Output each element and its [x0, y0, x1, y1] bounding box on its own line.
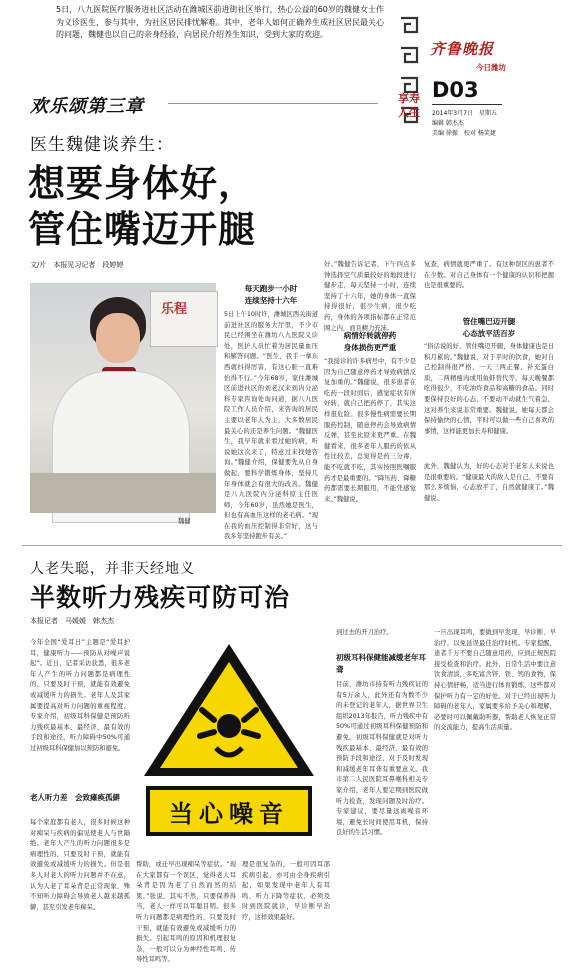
story1-subhead-a: 每天跑步一小时 连续坚持十六年 [244, 284, 298, 305]
story1-col-b: 好。”魏健告诉记者，下午四点多钟选择空气质量较好的地段进行健步走，每天坚持一小时，连续坚持了十六年，她的身体一直保持得很好，很少生病，很少吃药，身体的各项指标都在正常范围之内，而且精力充沛。 [324, 261, 416, 332]
warning-label [146, 786, 312, 836]
story-divider [22, 545, 562, 546]
section-vertical: 享寿人生 [398, 92, 420, 119]
doctor-face [96, 313, 140, 363]
story1-headline-2: 管住嘴迈开腿 [28, 207, 256, 251]
editor-credit: 编辑 韩杰杰 [432, 120, 464, 127]
warning-sign [140, 640, 318, 850]
wall-sign-text: 乐程 [161, 302, 188, 317]
story2-byline: 本报记者 马媛媛 韩杰杰 [30, 617, 114, 625]
desk [30, 473, 216, 513]
story2-col-right2: 一旦出现耳鸣，要做到早发现、早诊断、早治疗，以免延误最佳治疗时机。专家提醒，患者千万不要自己随意用药，应到正规医院接受检查和治疗。此外，日常生活中要注意饮食清淡，多吃富含锌、铁、钙的食物，保持心情舒畅，适当进行体育锻炼，这些都对保护听力有一定的好处。对于已经出现听力障碍的老年人，家属要多给予关心和理解，必要时可以佩戴助听器，帮助老人恢复正常的交流能力，提高生活质量。 [434, 629, 556, 732]
story1-col-c2: “俗话说的好，管住嘴迈开腿，身体健康也是日积月累的。”魏健说，对于平时的饮食，她对自己控制得很严格，一天三两正餐，补充蛋白质，二两精瘦肉或用鱼虾替代等，每天晚餐都吃得很少，不吃油炸食品和高糖的食品。同时要保持良好的心态，不要动不动就生气着急，这对养生来说非常重要。魏健说，她每天都会保持愉快的心情，平时可以做一些自己喜欢的事情，这样能更加长寿和健康。 [424, 343, 554, 435]
designer-credit: 美编 徐振 校对 杨笑捷 [432, 130, 496, 137]
story2-col-mid2: 理是很复杂的，一般可因耳部疾病引起，亦可由全身疾病引起，如果发现中老年人有耳鸣、听力下降等症状，必须及时到医院就诊，早诊断早治疗，这样效果最好。 [242, 861, 330, 921]
masthead-rule [432, 104, 502, 105]
story2-subtitle: 人老失聪，并非天经地义 [30, 561, 195, 577]
story1-col-a: 5日上午10时许，潍城区西关街道前进社区的服务大厅里，不少市民已经围坐在潍坊八九医院义诊处，医护人员忙着为居民量血压和解答问题。“医生，我手一拿东西就抖得厉害，有这心脏一直难怡得不行。”今年68岁，家住潍城区前进社区的刘老汉来到内分泌科专家咨询处询问道，据八九医院工作人员介绍，来咨询的居民主要以老年人为主，大多数居民最关心的还是养生问题。“魏健医生，我早年就来看过她的病，听说她这次来了，特意过来找她咨询。”魏健介绍，保健要先从自身做起，要科学锻炼身体，坚持几年身体就会有很大的改善。魏健是八九医院内分泌科原主任医师，今年60岁，虽然她是医生，但也有高血压这样的老毛病。“现在我的血压控制得非常好，这与我多年坚持跑步有关。” [224, 311, 318, 541]
story2-col-left2: 每个家庭都有老人，很多时候这种对痴呆与疾病的偏见使老人与世隔绝。老年人产生的听力问题很多是病理性的，只要及时干预，就能有效避免或减缓听力的损失。但是很多人对老人的听力问题并不在意，认为人老了耳朵背是正常现象，殊不知听力障碍会导致老人越来越孤僻，甚至引发老年痴呆。 [30, 819, 130, 911]
wall-sign [150, 291, 218, 347]
story2-col-right-top: 到过去的开刀治疗。 [336, 629, 393, 636]
edition-name: 今日潍坊 [476, 63, 506, 72]
story1-col-c: 复查，病情就更严重了。有这种误区的患者不在少数。对自己身体有一个健康的认识和把握也是很重要的。 [424, 261, 554, 290]
page-number: D03 [432, 78, 479, 102]
photo-caption: 魏健 [178, 518, 191, 525]
story1-headline-1: 想要身体好， [28, 161, 256, 205]
story1-col-b2: “我接诊的许多病号中，有不少是因为自己随意停药才导致病情反复加重的。”魏健说，很多患者在吃药一段时间后，感觉症状有所好转，就自己把药停了，其实这样很危险。很多慢性病需要长期服药控制，随意停药会导致病情反弹，甚至比原来更严重。在魏健看来，很多老年人服药的依从性比较差，总觉得是药三分毒，能不吃就不吃，其实按照医嘱服药才是最重要的。“降压药、降糖药都需要长期服用，不能凭感觉来。”魏健说。 [324, 358, 416, 503]
story1-col-c3: 此外，魏健认为，好的心态对于老年人来说也是很重要的。“健康最大的敌人是自己，不要有那么多烦恼，心态放平了，自然就健康了。”魏健说。 [424, 463, 554, 502]
doctor-photo [30, 283, 216, 513]
story2-col-mid: 帮助，或迁早出现痴呆等症状。“现在大家都有一个误区，觉得老人耳朵背是因为老了自然而然的结果。”张说，其实不然，只要保养得当，老人一样可以耳聪目明。很多听力问题都是病理性的，只要及时干预，就能有效避免或减缓听力的损失。引起耳鸣的原因和机理很复杂，一般可以分为神经性耳鸣、传导性耳鸣等。 [136, 861, 236, 964]
kicker-rule [168, 103, 378, 104]
story2-subhead-left: 老人听力差 会致瘫痪孤僻 [30, 793, 120, 802]
story1-subhead-c: 管住嘴巴迈开腿 心态放平活百岁 [462, 317, 516, 338]
issue-date: 2014年3月7日 星期五 [432, 110, 497, 117]
story2-col-left: 今年全国“爱耳日”主题是“爱耳护耳，健康听力——预防从对噪声说起”。近日，记者采访获悉，很多老年人产生的听力问题都是病理性的，只要及时干预，就能有效避免或减缓听力的损失。老年人及其家属要提高对听力问题的重视程度。专家介绍，初级耳科保健是预防听力残疾最基本、最经济、最有效的手段和途径，听力障碍中50%可通过初级耳科保健加以预防和避免。 [30, 639, 130, 752]
story1-byline: 文/片 本报见习记者 段婷婷 [30, 261, 124, 269]
story2-headline: 半数听力残疾可防可治 [30, 583, 291, 612]
story1-subhead-b: 病情好转就停药 身体损伤更严重 [343, 331, 397, 352]
story2-subhead-right: 初级耳科保健能减缓老年耳聋 [336, 653, 426, 674]
paper-name: 齐鲁晚报 [430, 40, 495, 58]
column-kicker: 欢乐颂第三章 [30, 96, 144, 117]
warning-triangle-icon [140, 640, 318, 780]
story1-subtitle: 医生魏健谈养生： [30, 135, 174, 155]
top-intro: 5日，八九医院医疗服务进社区活动在潍城区前进街社区举行，热心公益的60岁的魏健女士作为义诊医生，参与其中，为社区居民排忧解难。其中，老年人如何正确养生成社区居民最关心的问题，魏健也以自己的亲身经验，向居民介绍养生知识，受到大家的欢迎。 [56, 5, 384, 39]
warning-label-text: 当心噪音 [169, 799, 289, 828]
story2-col-right: 目前，潍坊市持有听力残疾证的有5万余人，此外还有为数不少的未登记的老年人，据世界卫生组织2013年报告，听力残疾中有50%可通过初级耳科保健预防和避免。初级耳科保健就是对听力残疾最基本、最经济、最有效的预防手段和途径，对于及时发现和减缓老年耳聋有重要意义。我市第二人民医院耳鼻喉科相关专家介绍，老年人要定期到医院做听力检查，发现问题及时治疗。专家建议，要尽量远离噪音环境，避免长时间使用耳机，保持良好的生活习惯。 [336, 681, 428, 837]
